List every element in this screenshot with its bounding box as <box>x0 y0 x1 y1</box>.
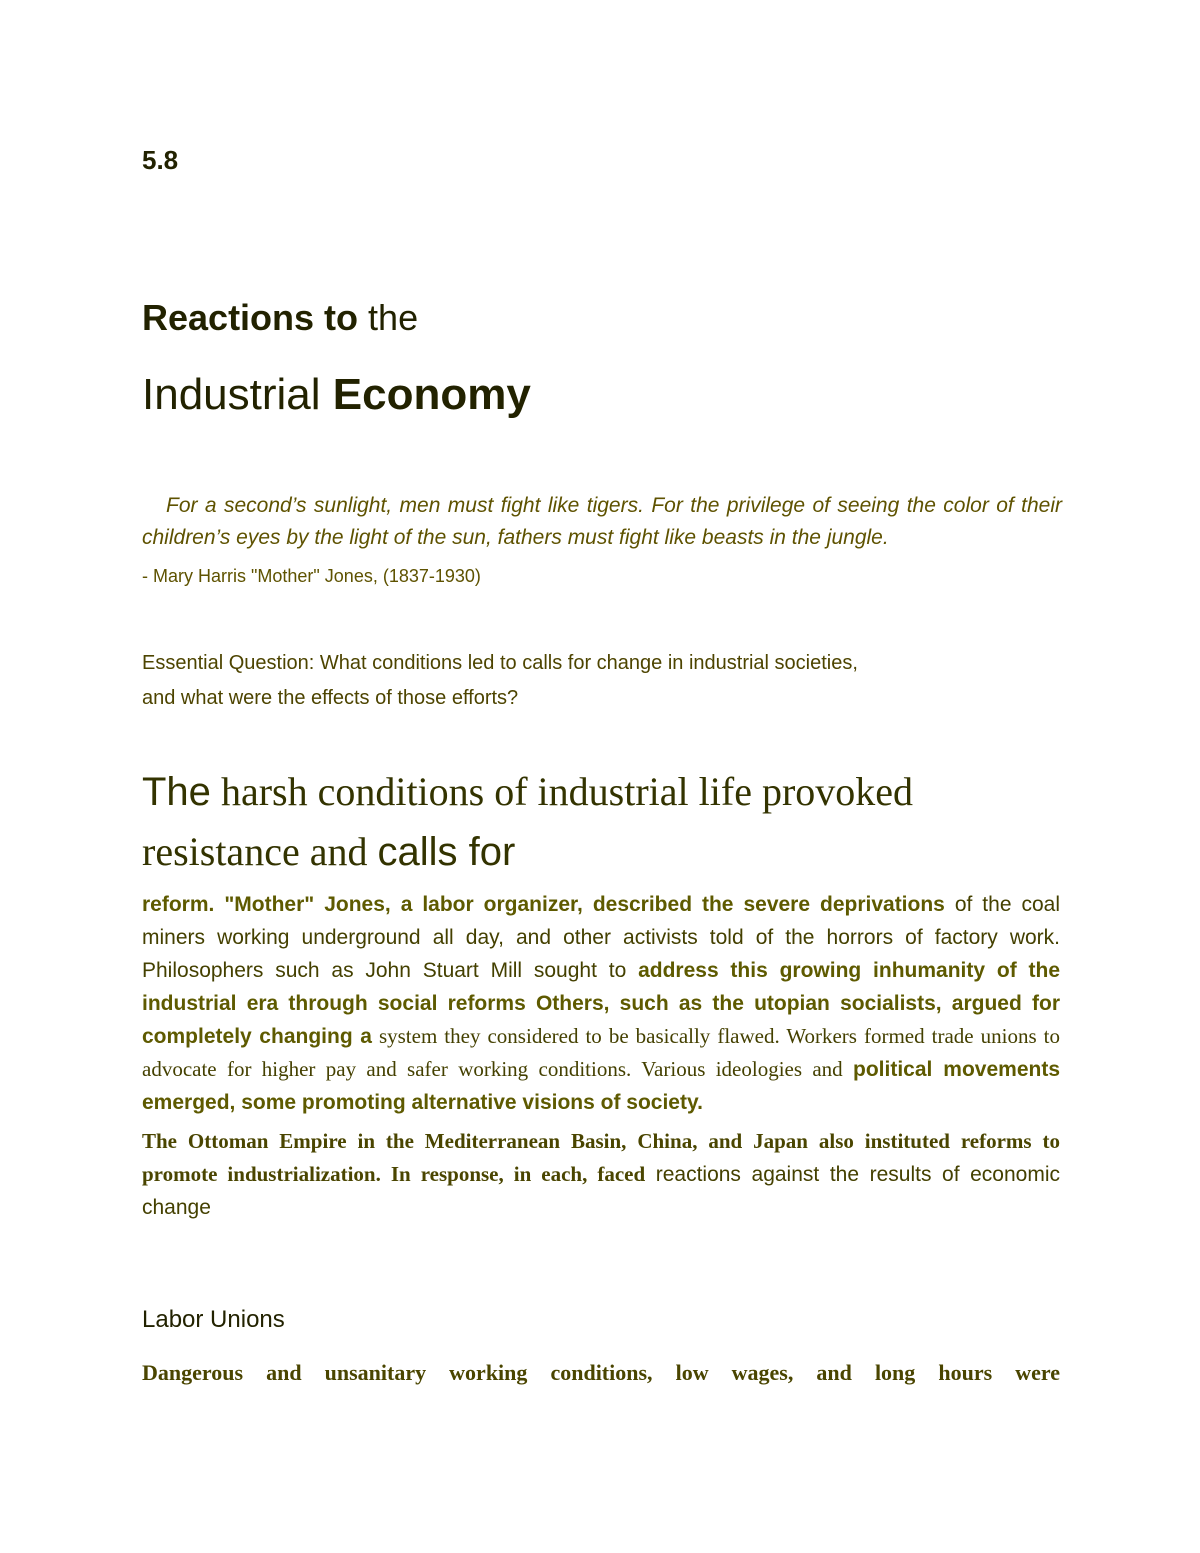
paragraph-1 <box>142 888 1060 1119</box>
heading-end: calls for <box>377 830 516 874</box>
p1-segment-b: of the coal miners working underground all day, and other activists told of the horrors of factory work. Philosophers such as John Stuart Mill sought to <box>142 893 1060 982</box>
heading-word-the: The <box>142 770 211 814</box>
p2-segment-b: reactions against the results of economic change <box>142 1163 1060 1219</box>
essential-question: Essential Question: What conditions led to calls for change in industrial societies, and what were the effects of those efforts? <box>142 652 858 709</box>
quote-text: For a second’s sunlight, men must fight like tigers. For the privilege of seeing the color of their children’s eyes by the light of the sun, fathers must fight like beasts in the jungle. <box>142 494 1062 549</box>
subheading-labor-unions: Labor Unions <box>142 1306 285 1333</box>
section-number: 5.8 <box>142 145 179 175</box>
title-bold-part: Economy <box>332 370 531 419</box>
epigraph-quote <box>142 490 1062 554</box>
p1-segment-e: political movements emerged, some promoting alternative visions of society. <box>142 1058 1061 1114</box>
page-title-line-2 <box>142 370 531 420</box>
title-regular-part: the <box>358 297 419 338</box>
paragraph-2 <box>142 1125 1060 1224</box>
page-title-line-1 <box>142 297 418 339</box>
body-text <box>142 888 1060 1230</box>
quote-attribution: - Mary Harris "Mother" Jones, (1837-1930) <box>142 566 481 586</box>
heading-middle: harsh conditions of industrial life provoked resistance and <box>142 769 914 874</box>
main-heading <box>142 762 1062 882</box>
title-regular-part: Industrial <box>142 370 333 419</box>
p1-segment-a: reform. "Mother" Jones, a labor organizer, described the severe deprivations <box>142 893 945 916</box>
title-bold-part: Reactions to <box>142 297 359 338</box>
p1-segment-c: address this growing inhumanity of the industrial era through social reforms Others, such as the utopian socialists, argued for completely changing a <box>142 959 1060 1048</box>
last-paragraph-line: Dangerous and unsanitary working conditions, low wages, and long hours were <box>142 1360 1060 1385</box>
p2-segment-a: The Ottoman Empire in the Mediterranean Basin, China, and Japan also instituted reforms to promote industrialization. In response, in each, faced <box>142 1129 1060 1186</box>
p1-segment-d: system they considered to be basically flawed. Workers formed trade unions to advocate for higher pay and safer working conditions. Various ideologies and <box>142 1024 1061 1081</box>
